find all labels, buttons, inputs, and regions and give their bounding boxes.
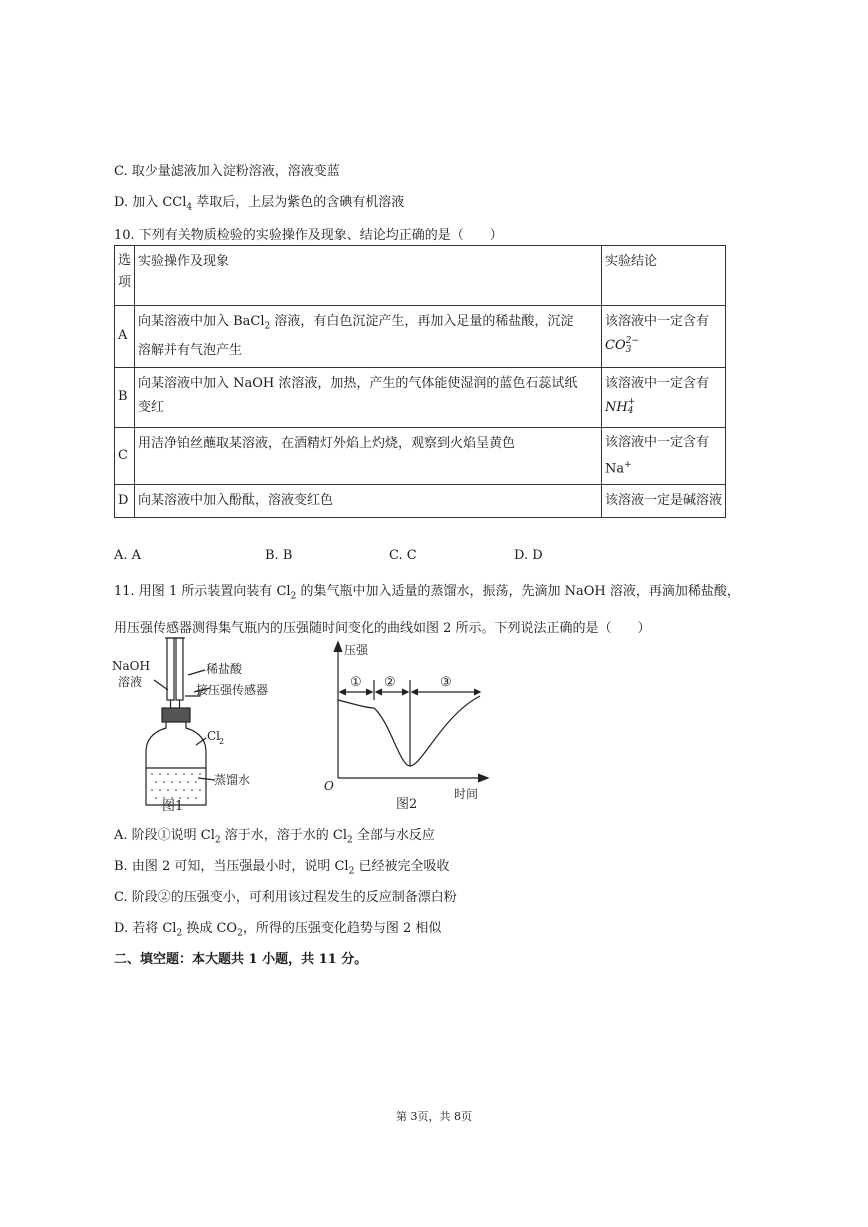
section-heading: 二、填空题：本大题共 1 小题，共 11 分。	[114, 952, 368, 967]
figure-2-pressure-curve	[318, 638, 498, 818]
label-naoh: NaOH	[112, 659, 150, 673]
table-row	[115, 306, 726, 368]
figure-2-caption: 图2	[396, 797, 418, 812]
page-footer: 第 3页，共 8页	[396, 1110, 472, 1123]
label-cl2-sub: 2	[219, 737, 225, 746]
row-label: C	[115, 427, 135, 484]
label-sensor: 接压强传感器	[196, 683, 269, 697]
table-row	[115, 484, 726, 517]
row-conclusion: 该溶液一定是碱溶液	[602, 484, 726, 517]
row-conclusion: 该溶液中一定含有 NH + 4	[602, 367, 726, 427]
stage-2-label: ②	[384, 675, 396, 690]
row-operation: 向某溶液中加入 BaCl$_2$ 溶液，有白色沉淀产生，再加入足量的稀盐酸，沉淀 溶解并有气泡产生	[135, 306, 602, 368]
table-row	[115, 367, 726, 427]
row-conclusion: 该溶液中一定含有 CO 2− 3	[602, 306, 726, 368]
q11-option-a: A. 阶段①说明 $Cl_2$ 溶于水，溶于水的 $Cl_2$ 全部与水反应	[114, 828, 435, 846]
header-option: 选项	[115, 246, 135, 306]
option-c-prev: C. 取少量滤液加入淀粉溶液，溶液变蓝	[114, 164, 340, 179]
label-solution: 溶液	[118, 675, 143, 689]
q11-option-b: B. 由图 2 可知，当压强最小时，说明 $Cl_2$ 已经被完全吸收	[114, 859, 450, 877]
option-b: B. B	[265, 548, 293, 563]
question-10-table	[114, 245, 726, 518]
question-10-options	[114, 548, 614, 568]
row-operation: 向某溶液中加入酚酞，溶液变红色	[135, 484, 602, 517]
q11-option-c: C. 阶段②的压强变小，可利用该过程发生的反应制备漂白粉	[114, 890, 457, 905]
question-10-stem: 10. 下列有关物质检验的实验操作及现象、结论均正确的是（ ）	[114, 228, 503, 243]
figure-1-caption: 图1	[162, 799, 184, 814]
row-operation: 向某溶液中加入 NaOH 浓溶液，加热，产生的气体能使湿润的蓝色石蕊试纸 变红	[135, 367, 602, 427]
option-a: A. A	[114, 548, 142, 563]
label-hcl: 稀盐酸	[206, 662, 243, 676]
row-label: D	[115, 484, 135, 517]
table-row	[115, 427, 726, 484]
label-water: 蒸馏水	[214, 773, 251, 787]
option-d-prev: D. 加入 CCl$_4$ 萃取后，上层为紫色的含碘有机溶液	[114, 195, 405, 213]
row-label: A	[115, 306, 135, 368]
row-conclusion: 该溶液中一定含有 Na+	[602, 427, 726, 484]
header-conclusion: 实验结论	[602, 246, 726, 306]
x-axis-label: 时间	[454, 787, 479, 801]
option-d: D. D	[514, 548, 543, 563]
q11-option-d: D. 若将 $Cl_2$ 换成 $CO_2$，所得的压强变化趋势与图 2 相似	[114, 921, 442, 939]
label-cl2: Cl	[207, 729, 221, 743]
stage-1-label: ①	[350, 675, 362, 690]
origin-label: O	[324, 779, 334, 793]
option-c: C. C	[389, 548, 417, 563]
figure-1-apparatus	[110, 630, 310, 820]
header-operation: 实验操作及现象	[135, 246, 602, 306]
row-operation: 用洁净铂丝蘸取某溶液，在酒精灯外焰上灼烧，观察到火焰呈黄色	[135, 427, 602, 484]
y-axis-label: 压强	[344, 643, 369, 657]
row-label: B	[115, 367, 135, 427]
table-header-row	[115, 246, 726, 306]
question-11-stem: 11. 用图 1 所示装置向装有 $Cl_2$ 的集气瓶中加入适量的蒸馏水，振荡，先滴加 NaOH 溶液，再滴加稀盐酸， 用压强传感器测得集气瓶内的压强随时间变化的曲线如图 2 所示。下列说法正确的是（ ）	[114, 584, 740, 636]
stage-3-label: ③	[440, 675, 452, 690]
